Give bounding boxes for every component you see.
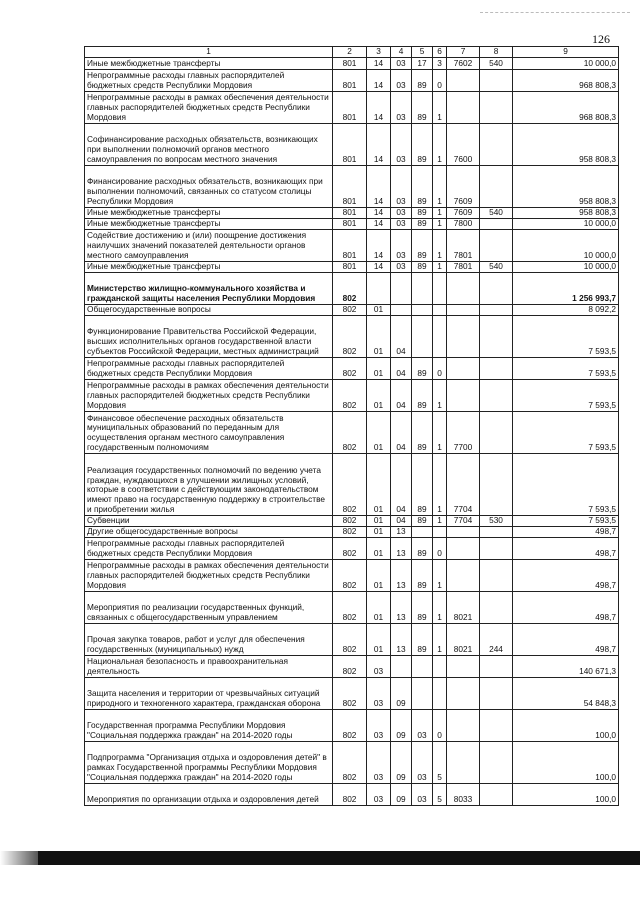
code-cell: 04	[391, 515, 412, 526]
code-cell: 89	[412, 537, 433, 559]
code-cell: 03	[391, 123, 412, 165]
code-cell: 03	[391, 165, 412, 207]
code-cell: 03	[367, 655, 391, 677]
row-name-cell: Иные межбюджетные трансферты	[85, 218, 333, 229]
code-cell	[480, 69, 513, 91]
code-cell: 09	[391, 709, 412, 741]
row-name-cell: Функционирование Правительства Российской Федерации, высших исполнительных органов государственной власти субъектов Российской Федерации, местных администраций	[85, 315, 333, 357]
code-cell: 530	[480, 515, 513, 526]
code-cell: 1	[433, 229, 447, 261]
code-cell: 802	[333, 537, 367, 559]
code-cell: 1	[433, 453, 447, 515]
amount-cell: 7 593,5	[513, 379, 619, 411]
code-cell: 04	[391, 315, 412, 357]
code-cell	[433, 655, 447, 677]
scan-edge-line	[480, 12, 630, 13]
code-cell: 7609	[447, 165, 480, 207]
code-cell	[480, 655, 513, 677]
code-cell: 13	[391, 537, 412, 559]
code-cell: 1	[433, 591, 447, 623]
code-cell: 14	[367, 123, 391, 165]
row-name-cell: Софинансирование расходных обязательств, возникающих при выполнении полномочий органов местного самоуправления по вопросам местного значения	[85, 123, 333, 165]
amount-cell: 958 808,3	[513, 123, 619, 165]
code-cell: 04	[391, 453, 412, 515]
code-cell: 01	[367, 453, 391, 515]
code-cell: 89	[412, 379, 433, 411]
code-cell: 14	[367, 57, 391, 69]
table-row	[85, 379, 619, 411]
table-row	[85, 207, 619, 218]
code-cell: 01	[367, 537, 391, 559]
code-cell: 01	[367, 315, 391, 357]
code-cell: 5	[433, 783, 447, 805]
column-header: 9	[513, 47, 619, 58]
code-cell: 802	[333, 526, 367, 537]
code-cell	[480, 537, 513, 559]
table-row	[85, 272, 619, 304]
code-cell: 802	[333, 591, 367, 623]
code-cell: 03	[391, 91, 412, 123]
code-cell: 03	[391, 207, 412, 218]
code-cell	[447, 272, 480, 304]
code-cell: 89	[412, 357, 433, 379]
code-cell: 801	[333, 123, 367, 165]
table-row	[85, 709, 619, 741]
amount-cell: 100,0	[513, 709, 619, 741]
code-cell: 89	[412, 623, 433, 655]
code-cell: 5	[433, 741, 447, 783]
column-header: 3	[367, 47, 391, 58]
code-cell: 14	[367, 261, 391, 272]
code-cell: 540	[480, 57, 513, 69]
code-cell	[480, 304, 513, 315]
code-cell	[447, 677, 480, 709]
code-cell	[433, 315, 447, 357]
code-cell: 89	[412, 261, 433, 272]
row-name-cell: Реализация государственных полномочий по ведению учета граждан, нуждающихся в улучшении жилищных условий, которые в соответствии с действующим законодательством имеют право на государственную поддержку в строительстве и приобретении жилья	[85, 453, 333, 515]
code-cell: 03	[391, 69, 412, 91]
code-cell: 89	[412, 165, 433, 207]
table-row	[85, 229, 619, 261]
table-row	[85, 69, 619, 91]
amount-cell: 10 000,0	[513, 261, 619, 272]
code-cell: 89	[412, 515, 433, 526]
column-header: 1	[85, 47, 333, 58]
table-row	[85, 218, 619, 229]
row-name-cell: Непрограммные расходы в рамках обеспечения деятельности главных распорядителей бюджетных средств Республики Мордовия	[85, 91, 333, 123]
code-cell: 802	[333, 741, 367, 783]
code-cell	[480, 123, 513, 165]
code-cell: 7609	[447, 207, 480, 218]
row-name-cell: Государственная программа Республики Мордовия "Социальная поддержка граждан" на 2014-2020 годы	[85, 709, 333, 741]
code-cell: 03	[367, 709, 391, 741]
code-cell: 89	[412, 453, 433, 515]
code-cell: 0	[433, 709, 447, 741]
row-name-cell: Непрограммные расходы главных распорядителей бюджетных средств Республики Мордовия	[85, 357, 333, 379]
code-cell: 01	[367, 411, 391, 453]
code-cell	[412, 655, 433, 677]
code-cell: 09	[391, 783, 412, 805]
code-cell: 802	[333, 709, 367, 741]
amount-cell: 498,7	[513, 537, 619, 559]
table-row	[85, 453, 619, 515]
code-cell: 1	[433, 91, 447, 123]
code-cell	[480, 272, 513, 304]
row-name-cell: Общегосударственные вопросы	[85, 304, 333, 315]
table-row	[85, 741, 619, 783]
code-cell: 801	[333, 229, 367, 261]
code-cell: 01	[367, 591, 391, 623]
code-cell: 7704	[447, 453, 480, 515]
code-cell: 802	[333, 783, 367, 805]
code-cell: 89	[412, 591, 433, 623]
table-row	[85, 655, 619, 677]
code-cell: 7801	[447, 261, 480, 272]
table-row	[85, 165, 619, 207]
table-row	[85, 315, 619, 357]
code-cell: 802	[333, 515, 367, 526]
column-header: 2	[333, 47, 367, 58]
code-cell	[480, 559, 513, 591]
code-cell	[447, 69, 480, 91]
code-cell: 802	[333, 304, 367, 315]
code-cell: 802	[333, 677, 367, 709]
code-cell	[480, 229, 513, 261]
table-row	[85, 357, 619, 379]
code-cell	[480, 741, 513, 783]
code-cell: 03	[412, 709, 433, 741]
code-cell: 14	[367, 207, 391, 218]
column-header: 4	[391, 47, 412, 58]
code-cell: 0	[433, 537, 447, 559]
code-cell	[433, 272, 447, 304]
code-cell	[433, 677, 447, 709]
code-cell	[480, 591, 513, 623]
code-cell	[412, 315, 433, 357]
code-cell	[480, 91, 513, 123]
code-cell: 801	[333, 218, 367, 229]
budget-table	[84, 46, 619, 806]
code-cell: 14	[367, 218, 391, 229]
row-name-cell: Финансирование расходных обязательств, возникающих при выполнении полномочий, связанных со статусом столицы Республики Мордовия	[85, 165, 333, 207]
amount-cell: 10 000,0	[513, 218, 619, 229]
code-cell	[367, 272, 391, 304]
code-cell	[480, 709, 513, 741]
code-cell: 802	[333, 453, 367, 515]
amount-cell: 7 593,5	[513, 515, 619, 526]
code-cell: 801	[333, 207, 367, 218]
code-cell	[412, 677, 433, 709]
amount-cell: 498,7	[513, 526, 619, 537]
table-row	[85, 411, 619, 453]
code-cell: 03	[367, 783, 391, 805]
code-cell: 0	[433, 357, 447, 379]
code-cell: 04	[391, 357, 412, 379]
code-cell	[447, 709, 480, 741]
column-header: 6	[433, 47, 447, 58]
amount-cell: 10 000,0	[513, 57, 619, 69]
scan-shadow	[0, 851, 38, 865]
code-cell: 1	[433, 123, 447, 165]
code-cell: 03	[391, 229, 412, 261]
code-cell	[447, 537, 480, 559]
code-cell: 01	[367, 357, 391, 379]
code-cell	[480, 526, 513, 537]
code-cell: 801	[333, 69, 367, 91]
code-cell: 7704	[447, 515, 480, 526]
table-row	[85, 623, 619, 655]
amount-cell: 8 092,2	[513, 304, 619, 315]
code-cell	[480, 411, 513, 453]
code-cell: 03	[412, 783, 433, 805]
code-cell: 802	[333, 315, 367, 357]
row-name-cell: Непрограммные расходы главных распорядителей бюджетных средств Республики Мордовия	[85, 69, 333, 91]
column-header: 8	[480, 47, 513, 58]
column-header: 5	[412, 47, 433, 58]
row-name-cell: Непрограммные расходы в рамках обеспечения деятельности главных распорядителей бюджетных средств Республики Мордовия	[85, 559, 333, 591]
table-row	[85, 261, 619, 272]
row-name-cell: Непрограммные расходы главных распорядителей бюджетных средств Республики Мордовия	[85, 537, 333, 559]
code-cell	[447, 655, 480, 677]
code-cell: 1	[433, 379, 447, 411]
code-cell	[480, 783, 513, 805]
amount-cell: 100,0	[513, 741, 619, 783]
code-cell: 01	[367, 623, 391, 655]
row-name-cell: Иные межбюджетные трансферты	[85, 57, 333, 69]
code-cell: 03	[367, 677, 391, 709]
table-row	[85, 526, 619, 537]
table-row	[85, 559, 619, 591]
code-cell: 89	[412, 229, 433, 261]
table-row	[85, 591, 619, 623]
row-name-cell: Прочая закупка товаров, работ и услуг для обеспечения государственных (муниципальных) нужд	[85, 623, 333, 655]
code-cell: 801	[333, 165, 367, 207]
amount-cell: 7 593,5	[513, 411, 619, 453]
code-cell: 01	[367, 515, 391, 526]
amount-cell: 7 593,5	[513, 357, 619, 379]
code-cell: 7600	[447, 123, 480, 165]
code-cell: 1	[433, 261, 447, 272]
table-row	[85, 515, 619, 526]
row-name-cell: Другие общегосударственные вопросы	[85, 526, 333, 537]
code-cell	[391, 272, 412, 304]
amount-cell: 968 808,3	[513, 91, 619, 123]
code-cell: 7801	[447, 229, 480, 261]
amount-cell: 1 256 993,7	[513, 272, 619, 304]
column-header: 7	[447, 47, 480, 58]
code-cell: 17	[412, 57, 433, 69]
code-cell: 01	[367, 526, 391, 537]
amount-cell: 140 671,3	[513, 655, 619, 677]
code-cell: 89	[412, 218, 433, 229]
row-name-cell: Содействие достижению и (или) поощрение достижения наилучших значений показателей деятельности органов местного самоуправления	[85, 229, 333, 261]
code-cell: 0	[433, 69, 447, 91]
code-cell	[391, 655, 412, 677]
amount-cell: 958 808,3	[513, 165, 619, 207]
row-name-cell: Мероприятия по организации отдыха и оздоровления детей	[85, 783, 333, 805]
code-cell: 1	[433, 411, 447, 453]
code-cell: 801	[333, 57, 367, 69]
code-cell: 1	[433, 623, 447, 655]
code-cell: 03	[391, 57, 412, 69]
code-cell: 7602	[447, 57, 480, 69]
code-cell: 801	[333, 261, 367, 272]
code-cell: 7700	[447, 411, 480, 453]
code-cell: 03	[391, 261, 412, 272]
code-cell: 04	[391, 411, 412, 453]
code-cell: 1	[433, 559, 447, 591]
code-cell: 802	[333, 559, 367, 591]
code-cell	[412, 272, 433, 304]
code-cell: 03	[412, 741, 433, 783]
code-cell: 03	[367, 741, 391, 783]
code-cell	[447, 304, 480, 315]
code-cell: 89	[412, 123, 433, 165]
code-cell: 802	[333, 379, 367, 411]
code-cell	[480, 357, 513, 379]
code-cell: 8021	[447, 591, 480, 623]
amount-cell: 54 848,3	[513, 677, 619, 709]
code-cell: 802	[333, 623, 367, 655]
row-name-cell: Иные межбюджетные трансферты	[85, 261, 333, 272]
amount-cell: 958 808,3	[513, 207, 619, 218]
table-row	[85, 537, 619, 559]
code-cell: 1	[433, 218, 447, 229]
amount-cell: 7 593,5	[513, 453, 619, 515]
code-cell: 13	[391, 591, 412, 623]
row-name-cell: Министерство жилищно-коммунального хозяйства и гражданской защиты населения Республики Мордовия	[85, 272, 333, 304]
code-cell: 14	[367, 69, 391, 91]
code-cell: 8021	[447, 623, 480, 655]
code-cell	[447, 357, 480, 379]
scan-bottom-edge	[38, 851, 640, 865]
code-cell: 540	[480, 261, 513, 272]
code-cell: 1	[433, 207, 447, 218]
code-cell	[391, 304, 412, 315]
amount-cell: 498,7	[513, 559, 619, 591]
code-cell: 89	[412, 91, 433, 123]
code-cell: 89	[412, 207, 433, 218]
code-cell: 14	[367, 91, 391, 123]
code-cell	[480, 315, 513, 357]
code-cell: 1	[433, 165, 447, 207]
code-cell: 09	[391, 741, 412, 783]
code-cell: 13	[391, 526, 412, 537]
code-cell	[480, 677, 513, 709]
code-cell: 01	[367, 304, 391, 315]
page-number: 126	[592, 32, 610, 46]
code-cell	[447, 91, 480, 123]
code-cell	[480, 379, 513, 411]
row-name-cell: Мероприятия по реализации государственных функций, связанных с общегосударственным управлением	[85, 591, 333, 623]
amount-cell: 100,0	[513, 783, 619, 805]
row-name-cell: Подпрограмма "Организация отдыха и оздоровления детей" в рамках Государственной программы Республики Мордовия "Социальная поддержка граждан" на 2014-2020 годы	[85, 741, 333, 783]
row-name-cell: Субвенции	[85, 515, 333, 526]
amount-cell: 498,7	[513, 591, 619, 623]
code-cell: 14	[367, 229, 391, 261]
code-cell: 540	[480, 207, 513, 218]
code-cell: 3	[433, 57, 447, 69]
code-cell	[480, 165, 513, 207]
code-cell: 8033	[447, 783, 480, 805]
code-cell: 13	[391, 623, 412, 655]
row-name-cell: Защита населения и территории от чрезвычайных ситуаций природного и техногенного характера, гражданская оборона	[85, 677, 333, 709]
code-cell: 14	[367, 165, 391, 207]
code-cell	[480, 218, 513, 229]
row-name-cell: Финансовое обеспечение расходных обязательств муниципальных образований по переданным для осуществления органам местного самоуправления государственным полномочиям	[85, 411, 333, 453]
row-name-cell: Непрограммные расходы в рамках обеспечения деятельности главных распорядителей бюджетных средств Республики Мордовия	[85, 379, 333, 411]
code-cell	[412, 526, 433, 537]
code-cell: 03	[391, 218, 412, 229]
amount-cell: 10 000,0	[513, 229, 619, 261]
code-cell: 89	[412, 411, 433, 453]
code-cell: 802	[333, 357, 367, 379]
code-cell: 01	[367, 379, 391, 411]
code-cell	[433, 526, 447, 537]
code-cell: 04	[391, 379, 412, 411]
table-row	[85, 783, 619, 805]
code-cell: 01	[367, 559, 391, 591]
column-number-row	[85, 47, 619, 58]
amount-cell: 498,7	[513, 623, 619, 655]
table-row	[85, 304, 619, 315]
row-name-cell: Иные межбюджетные трансферты	[85, 207, 333, 218]
code-cell: 802	[333, 411, 367, 453]
code-cell	[447, 379, 480, 411]
code-cell: 802	[333, 655, 367, 677]
table-row	[85, 57, 619, 69]
code-cell: 13	[391, 559, 412, 591]
amount-cell: 968 808,3	[513, 69, 619, 91]
code-cell: 802	[333, 272, 367, 304]
table-row	[85, 91, 619, 123]
code-cell: 89	[412, 559, 433, 591]
table-row	[85, 123, 619, 165]
code-cell: 801	[333, 91, 367, 123]
code-cell	[412, 304, 433, 315]
table-row	[85, 677, 619, 709]
amount-cell: 7 593,5	[513, 315, 619, 357]
code-cell: 1	[433, 515, 447, 526]
row-name-cell: Национальная безопасность и правоохранительная деятельность	[85, 655, 333, 677]
code-cell	[480, 453, 513, 515]
code-cell: 09	[391, 677, 412, 709]
code-cell: 89	[412, 69, 433, 91]
code-cell	[447, 741, 480, 783]
code-cell	[433, 304, 447, 315]
code-cell: 7800	[447, 218, 480, 229]
code-cell: 244	[480, 623, 513, 655]
code-cell	[447, 559, 480, 591]
code-cell	[447, 315, 480, 357]
code-cell	[447, 526, 480, 537]
